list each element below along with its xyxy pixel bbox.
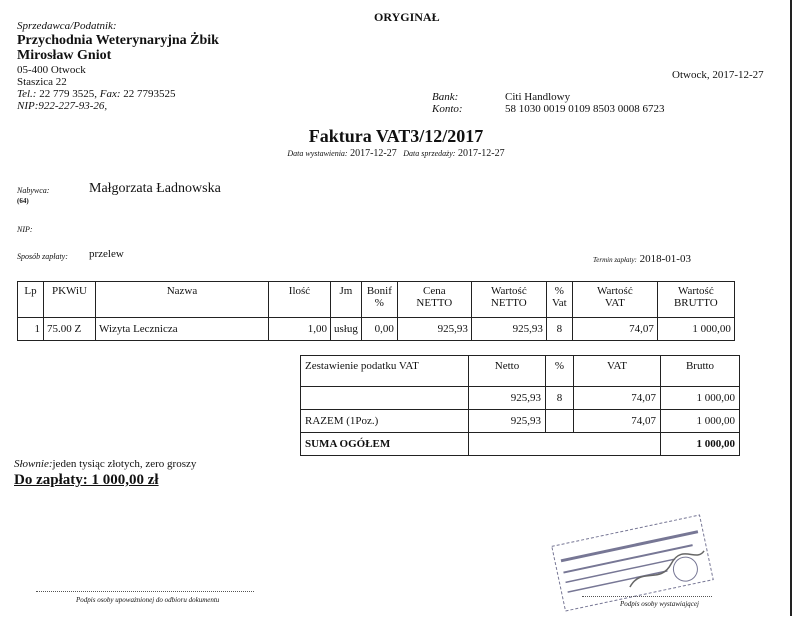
vat-rate-brutto: 1 000,00	[661, 387, 740, 410]
col-wartosc-vat-line1: Wartość	[596, 285, 633, 297]
payment-label: Sposób zapłaty:	[17, 252, 68, 261]
col-lp: Lp	[18, 282, 44, 318]
col-cena-line1: Cena	[423, 285, 446, 297]
bank-label: Bank:	[432, 91, 459, 103]
place-date: Otwock, 2017-12-27	[672, 69, 764, 81]
cell-cena: 925,93	[397, 318, 471, 341]
cell-vat-pct: 8	[546, 318, 572, 341]
col-bonif	[361, 282, 397, 318]
to-pay-total: Do zapłaty: 1 000,00 zł	[14, 472, 159, 488]
cell-wartosc-vat: 74,07	[572, 318, 657, 341]
vat-rate-empty	[301, 387, 469, 410]
buyer-label: Nabywca:	[17, 186, 50, 195]
vat-summary-title: Zestawienie podatku VAT	[301, 356, 469, 387]
vat-razem-vat: 74,07	[574, 410, 661, 433]
vat-rate-pct: 8	[546, 387, 574, 410]
col-pkwiu: PKWiU	[44, 282, 96, 318]
amount-in-words	[14, 458, 196, 470]
invoice-title: Faktura VAT3/12/2017	[308, 126, 484, 146]
col-cena	[397, 282, 471, 318]
sale-date-label: Data sprzedaży:	[403, 149, 456, 158]
cell-wartosc-netto: 925,93	[471, 318, 546, 341]
col-wartosc-vat-line2: VAT	[604, 297, 625, 309]
vat-razem-netto: 925,93	[469, 410, 546, 433]
cell-wartosc-brutto: 1 000,00	[657, 318, 734, 341]
col-wartosc-netto-line1: Wartość	[490, 285, 527, 297]
issue-date-label: Data wystawienia:	[287, 149, 348, 158]
cell-pkwiu: 75.00 Z	[44, 318, 96, 341]
vat-rate-vat: 74,07	[574, 387, 661, 410]
tel-label: Tel.:	[17, 88, 37, 100]
col-ilosc: Ilość	[269, 282, 331, 318]
vat-razem-pct-empty	[546, 410, 574, 433]
cell-jm: usług	[331, 318, 362, 341]
col-bonif-line2: %	[374, 297, 384, 309]
vat-razem-label: RAZEM (1Poz.)	[301, 410, 469, 433]
vat-col-pct: %	[546, 356, 574, 387]
due-date: 2018-01-03	[639, 253, 691, 265]
col-wartosc-netto-line2: NETTO	[490, 297, 527, 309]
col-wartosc-brutto	[657, 282, 734, 318]
buyer-nip-label: NIP:	[17, 225, 33, 234]
amount-in-words-value: jeden tysiąc złotych, zero groszy	[52, 458, 197, 470]
account-label: Konto:	[432, 103, 463, 115]
stamp-seal	[671, 555, 699, 583]
signature-left-caption: Podpis osoby upoważnionej do odbioru dokumentu	[76, 596, 220, 604]
vat-col-netto: Netto	[469, 356, 546, 387]
col-vat-pct	[546, 282, 572, 318]
vat-suma-empty	[469, 433, 661, 456]
original-label: ORYGINAŁ	[374, 10, 440, 24]
cell-nazwa: Wizyta Lecznicza	[96, 318, 269, 341]
col-vat-pct-line1: %	[554, 285, 564, 297]
bank-value: Citi Handlowy	[505, 91, 571, 103]
signature-line-right	[582, 596, 712, 597]
stamp-line	[566, 559, 676, 582]
cell-bonif: 0,00	[361, 318, 397, 341]
vat-razem-row	[301, 410, 740, 433]
col-wartosc-brutto-line2: BRUTTO	[673, 297, 718, 309]
seller-address-street: Staszica 22	[17, 76, 67, 88]
buyer-code: (64)	[17, 197, 29, 205]
vat-summary-table	[300, 355, 740, 456]
col-bonif-line1: Bonif	[366, 285, 392, 297]
vat-suma-value: 1 000,00	[661, 433, 740, 456]
sale-date: 2017-12-27	[457, 148, 505, 159]
items-header-row	[18, 282, 735, 318]
table-row	[18, 318, 735, 341]
col-vat-pct-line2: Vat	[552, 297, 567, 309]
fax-label: Fax:	[99, 88, 121, 100]
vat-summary-header	[301, 356, 740, 387]
seller-phone-fax	[17, 88, 175, 100]
signature-scribble	[626, 550, 709, 588]
amount-in-words-label: Słownie:	[14, 458, 53, 470]
invoice-dates	[0, 148, 792, 159]
due-date-block	[593, 253, 691, 265]
vat-col-vat: VAT	[574, 356, 661, 387]
col-jm: Jm	[331, 282, 362, 318]
vat-razem-brutto: 1 000,00	[661, 410, 740, 433]
stamp-line	[568, 571, 668, 592]
vat-rate-row	[301, 387, 740, 410]
vat-suma-row	[301, 433, 740, 456]
col-wartosc-brutto-line1: Wartość	[677, 285, 714, 297]
col-wartosc-vat	[572, 282, 657, 318]
seller-owner: Mirosław Gniot	[17, 48, 112, 63]
account-value: 58 1030 0019 0109 8503 0008 6723	[505, 103, 665, 115]
seller-nip: NIP:922-227-93-26,	[17, 100, 108, 112]
cell-lp: 1	[18, 318, 44, 341]
vat-rate-netto: 925,93	[469, 387, 546, 410]
seller-address-city: 05-400 Otwock	[17, 64, 86, 76]
payment-method: przelew	[89, 248, 124, 260]
signature-right-caption: Podpis osoby wystawiającej	[620, 600, 699, 608]
tel-value: 22 779 3525,	[39, 88, 97, 100]
seller-label: Sprzedawca/Podatnik:	[17, 20, 117, 32]
signature-line-left	[36, 591, 254, 592]
vat-col-brutto: Brutto	[661, 356, 740, 387]
col-wartosc-netto	[471, 282, 546, 318]
vat-suma-label: SUMA OGÓŁEM	[301, 433, 469, 456]
seller-name: Przychodnia Weterynaryjna Żbik	[17, 33, 219, 48]
due-date-label: Termin zapłaty:	[593, 256, 637, 264]
cell-ilosc: 1,00	[269, 318, 331, 341]
issue-date: 2017-12-27	[350, 148, 397, 159]
fax-value: 22 7793525	[123, 88, 176, 100]
items-table	[17, 281, 735, 341]
buyer-name: Małgorzata Ładnowska	[89, 181, 221, 196]
col-nazwa: Nazwa	[96, 282, 269, 318]
col-cena-line2: NETTO	[416, 297, 453, 309]
